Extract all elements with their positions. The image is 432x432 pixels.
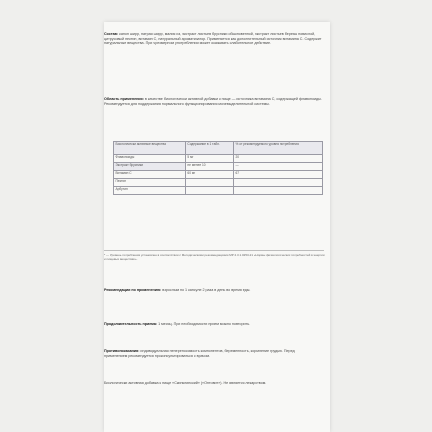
table-cell <box>185 187 233 195</box>
composition-label: Состав: <box>104 32 119 36</box>
table-header-cell: Биологически активные вещества <box>114 142 186 155</box>
table-row <box>114 163 323 171</box>
table-cell: Флавоноиды <box>114 155 186 163</box>
recommendations-text: взрослым по 1 капсуле 2 раза в день во время еды. <box>162 288 251 292</box>
recommendations-label: Рекомендации по применению: <box>104 288 162 292</box>
table-cell <box>185 179 233 187</box>
table-header-cell: % от рекомендуемого уровня потребления <box>234 142 323 155</box>
area-text: в качестве биологически активной добавки к пище — источника витамина С, содержащей флавоноиды. Рекомендуется для поддержания нормального функционирования мочевыделительной системы. <box>104 97 322 106</box>
area-paragraph <box>104 97 326 106</box>
table-cell: 67 <box>234 171 323 179</box>
table-cell: 20 <box>234 155 323 163</box>
table-cell: не менее 10 <box>185 163 233 171</box>
composition-paragraph <box>104 32 326 46</box>
table-header-row <box>114 142 323 155</box>
table-header-cell: Содержание в 1 табл. <box>185 142 233 155</box>
nutrition-table <box>113 141 323 195</box>
duration-text: 1 месяц. При необходимости прием можно повторить. <box>158 322 251 326</box>
duration-label: Продолжительность приема: <box>104 322 158 326</box>
contraindications-paragraph <box>104 349 316 358</box>
table-cell: 5 мг <box>185 155 233 163</box>
divider <box>104 250 324 251</box>
table-row <box>114 155 323 163</box>
table-row <box>114 187 323 195</box>
table-cell: 60 мг <box>185 171 233 179</box>
table-cell: Экстракт брусники <box>114 163 186 171</box>
table-row <box>114 171 323 179</box>
document-page <box>104 22 330 432</box>
composition-text: канон ширр, натрая ширр, малия из, экстракт листьев брусники обыкновенной, экстракт листьев березы повислой, цитрусовый пектин, витамин С, натуральный ароматизатор. Применяется как дополнительный источник витамина С. Содержит натуральные вещества. При чрезмерном употреблении может оказывать слабительное действие. <box>104 32 322 46</box>
table-cell: Арбутин <box>114 187 186 195</box>
recommendations-paragraph <box>104 288 316 293</box>
contraindications-label: Противопоказания: <box>104 349 140 353</box>
contraindications-text: индивидуальная непереносимость компонентов, беременность, кормление грудью. Перед применением рекомендуется проконсультироваться с врачом. <box>104 349 295 358</box>
notice-paragraph <box>104 381 316 386</box>
table-cell <box>234 187 323 195</box>
table-cell: Пектин <box>114 179 186 187</box>
notice-text: Биологически активная добавка к пище «Скинклинский» («Оптовит»). Не является лекарством. <box>104 381 267 385</box>
table-cell <box>234 179 323 187</box>
table-footnote: * — Уровень потребления установлен в соответствии с Методическими рекомендациями MP 2.3.1.0253-21 «Нормы физиологических потребностей в энергии и пищевых веществах». <box>104 253 325 261</box>
duration-paragraph <box>104 322 316 327</box>
table-row <box>114 179 323 187</box>
table-cell: Витамин С <box>114 171 186 179</box>
area-label: Область применения: <box>104 97 144 101</box>
table-cell: — <box>234 163 323 171</box>
